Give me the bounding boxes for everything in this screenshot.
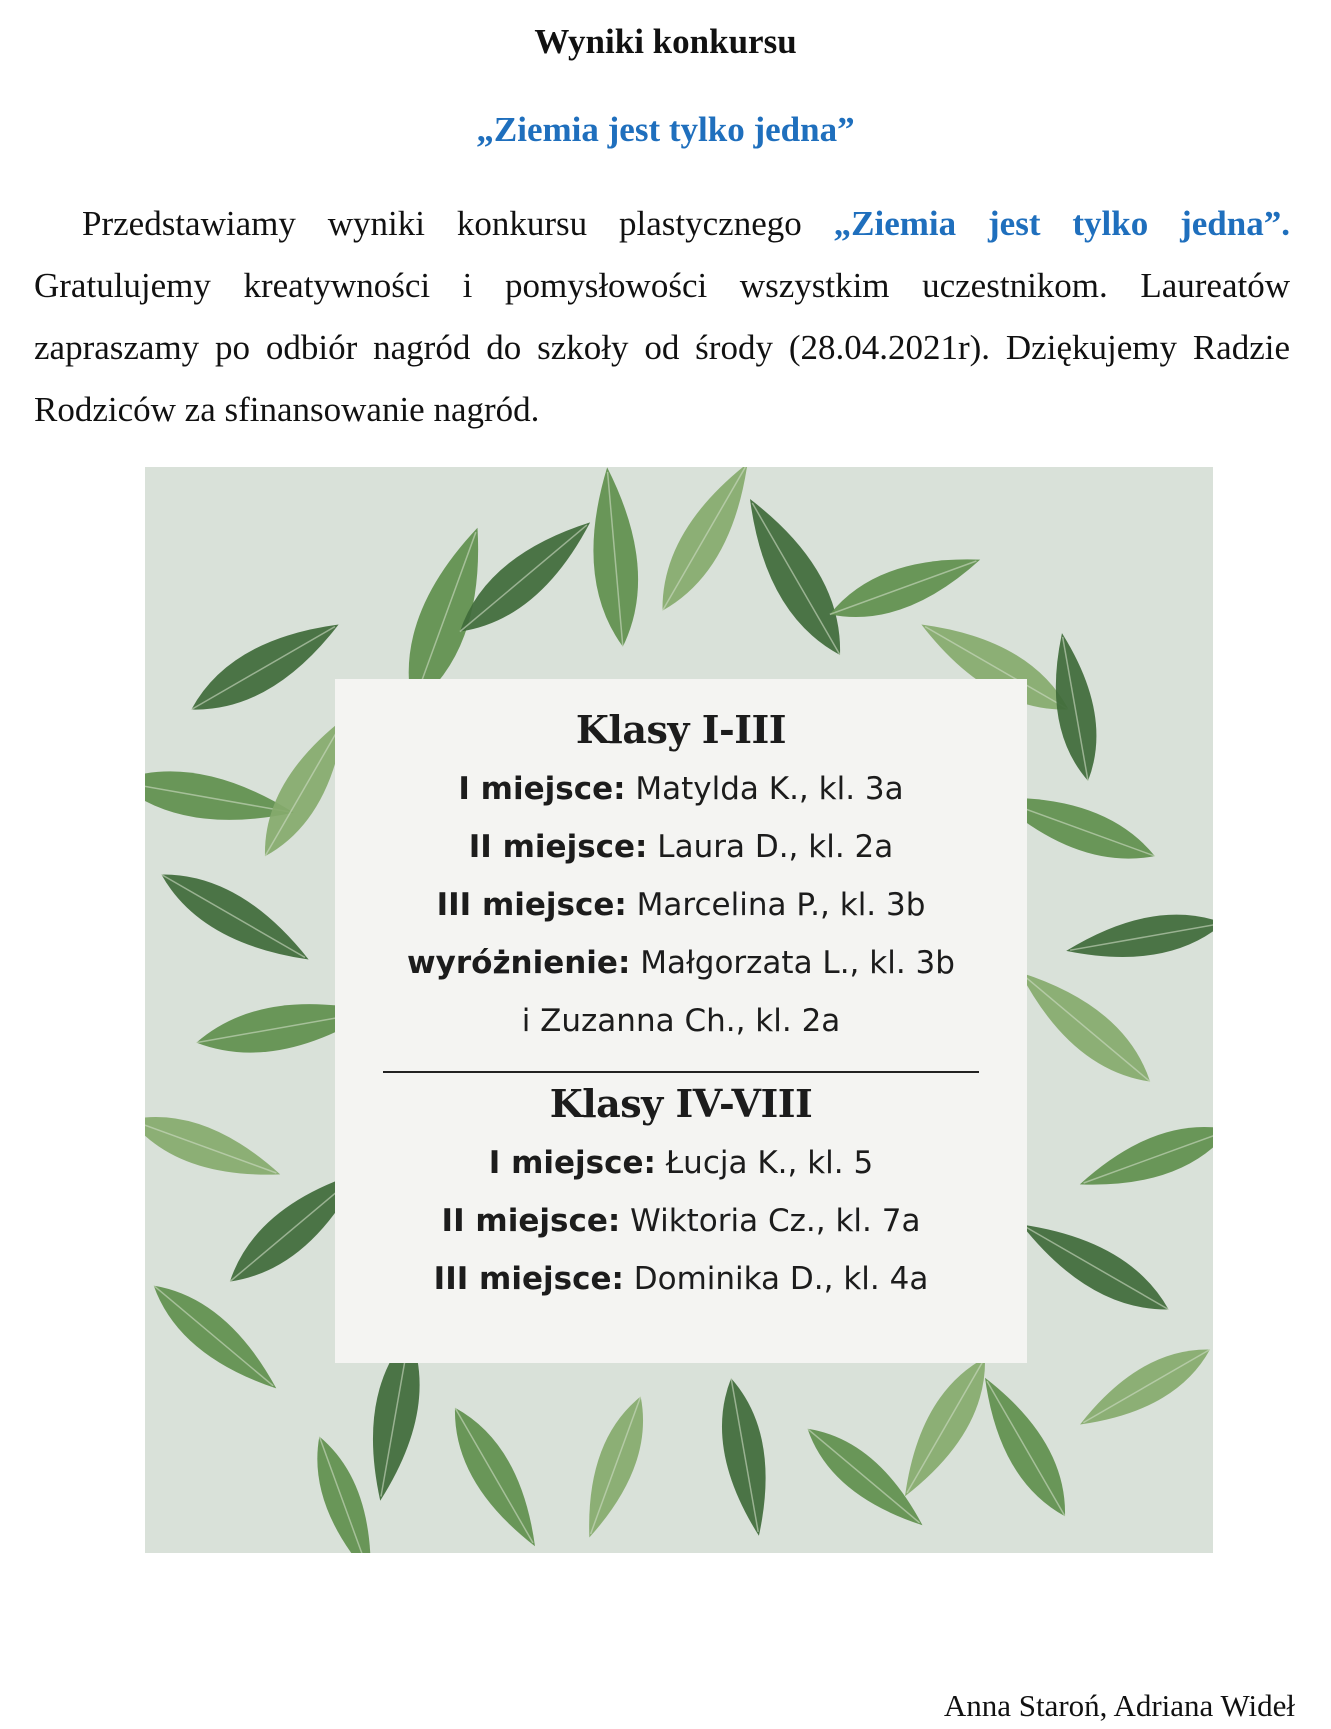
winner: Łucja K., kl. 5	[655, 1145, 874, 1181]
intro-lead: Przedstawiamy wyniki konkursu plastycznego	[82, 204, 834, 243]
leaf-shape	[712, 1375, 778, 1539]
result-row	[335, 876, 1027, 934]
place-label: I miejsce:	[488, 1145, 656, 1181]
winner: Dominika D., kl. 4a	[623, 1261, 929, 1297]
results-card	[335, 679, 1027, 1363]
leaf-shape	[438, 1398, 552, 1553]
group-grades-1-3	[335, 707, 1027, 1050]
result-row	[335, 760, 1027, 818]
place-label: III miejsce:	[436, 887, 627, 923]
place-label: III miejsce:	[433, 1261, 624, 1297]
leaf-shape	[586, 467, 645, 649]
leaf-shape	[181, 606, 349, 727]
leaf-shape	[1006, 956, 1163, 1097]
winner: i Zuzanna Ch., kl. 2a	[521, 1003, 841, 1039]
leaf-shape	[823, 541, 987, 633]
group-2-title: Klasy IV-VIII	[549, 1081, 813, 1126]
page-title: Wyniki konkursu	[534, 22, 797, 61]
leaf-shape	[968, 1368, 1082, 1526]
place-label: II miejsce:	[468, 829, 648, 865]
result-row	[335, 818, 1027, 876]
winner: Wiktoria Cz., kl. 7a	[620, 1203, 921, 1239]
result-row	[335, 1192, 1027, 1250]
winner: Małgorzata L., kl. 3b	[630, 945, 955, 981]
place-label: I miejsce:	[458, 771, 626, 807]
leaf-shape	[731, 488, 860, 666]
leaf-shape	[1063, 904, 1213, 969]
result-row	[335, 992, 1027, 1050]
leaf-shape	[645, 467, 765, 621]
result-row	[335, 1250, 1027, 1308]
leaf-shape	[1073, 1111, 1213, 1203]
signature: Anna Staroń, Adriana Wideł	[943, 1688, 1295, 1723]
group-grades-4-8	[335, 1081, 1027, 1308]
leaf-shape	[1011, 1207, 1179, 1327]
contest-name: „Ziemia jest tylko jedna”	[476, 110, 855, 149]
leaf-shape	[151, 857, 319, 977]
result-row	[335, 1134, 1027, 1192]
place-label: wyróżnienie:	[407, 945, 631, 981]
divider	[383, 1071, 979, 1073]
winner: Marcelina P., kl. 3b	[626, 887, 926, 923]
intro-contest-name: „Ziemia jest tylko jedna”.	[833, 204, 1290, 243]
winner: Matylda K., kl. 3a	[625, 771, 904, 807]
intro-paragraph	[34, 193, 1290, 441]
leaf-shape	[888, 1348, 1002, 1506]
place-label: II miejsce:	[441, 1203, 621, 1239]
result-row	[335, 934, 1027, 992]
group-1-title: Klasy I-III	[575, 707, 787, 752]
intro-rest: Gratulujemy kreatywności i pomysłowości wszystkim uczestnikom. Laureatów zapraszamy po odbiór nagród do szkoły od środy (28.04.2021r). Dziękujemy Radzie Rodziców za sfinansowanie nagród.	[34, 266, 1290, 429]
leaf-shape	[145, 1101, 287, 1193]
leaf-shape	[572, 1390, 658, 1543]
leaf-shape	[145, 1271, 288, 1403]
leaf-shape	[1071, 1334, 1213, 1441]
winner: Laura D., kl. 2a	[647, 829, 894, 865]
results-poster	[145, 467, 1213, 1553]
